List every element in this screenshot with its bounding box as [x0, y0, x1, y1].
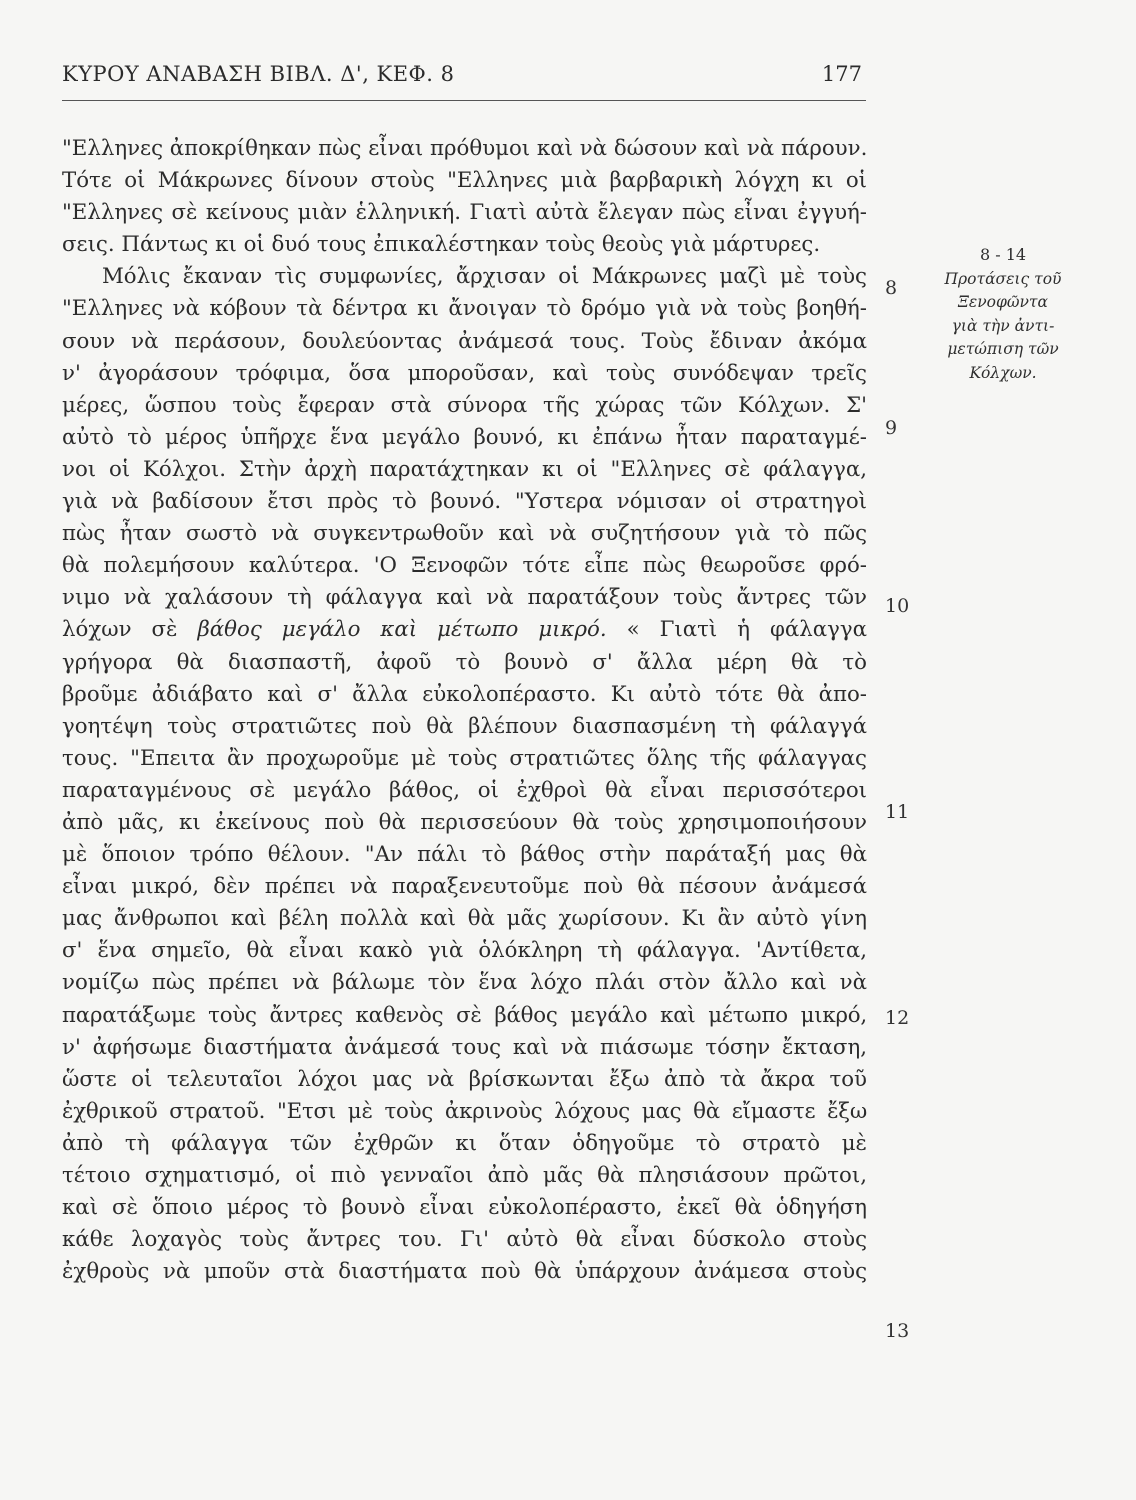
text-line: καὶ σὲ ὅποιο μέρος τὸ βουνὸ εἶναι εὐκολοπέραστο, ἐκεῖ θὰ ὁδηγήση [62, 1195, 867, 1221]
text-line: νοι οἱ Κόλχοι. Στὴν ἀρχὴ παρατάχτηκαν κι οἱ "Ελληνες σὲ φάλαγγα, [62, 456, 867, 482]
text-line: νιμο νὰ χαλάσουν τὴ φάλαγγα καὶ νὰ παρατάξουν τοὺς ἄντρες τῶν [62, 585, 867, 611]
text-line: μὲ ὅποιον τρόπο θέλουν. "Αν πάλι τὸ βάθος στὴν παράταξή μας θὰ [62, 842, 867, 868]
text-line: κάθε λοχαγὸς τοὺς ἄντρες του. Γι' αὐτὸ θὰ εἶναι δύσκολο στοὺς [62, 1227, 867, 1253]
text-line: μας ἄνθρωποι καὶ βέλη πολλὰ καὶ θὰ μᾶς χωρίσουν. Κι ἂν αὐτὸ γίνη [62, 906, 867, 932]
page-header [62, 60, 866, 101]
text-run: « Γιατὶ ἡ φάλαγγα [606, 617, 867, 643]
text-line: ν' ἀγοράσουν τρόφιμα, ὅσα μποροῦσαν, καὶ τοὺς συνόδεψαν τρεῖς [62, 360, 867, 386]
text-line: σεις. Πάντως κι οἱ δυό τους ἐπικαλέστηκαν τοὺς θεοὺς γιὰ μάρτυρες. [62, 232, 821, 258]
text-line: "Ελληνες ἀποκρίθηκαν πὼς εἶναι πρόθυμοι καὶ νὰ δώσουν καὶ νὰ πάρουν. [62, 136, 868, 161]
text-line: ἀπὸ μᾶς, κι ἐκείνους ποὺ θὰ περισσεύουν θὰ τοὺς χρησιμοποιήσουν [62, 809, 867, 835]
text-line: νομίζω πὼς πρέπει νὰ βάλωμε τὸν ἕνα λόχο πλάι στὸν ἄλλο καὶ νὰ [62, 970, 867, 996]
text-line [62, 614, 867, 646]
text-line: ἐχθρικοῦ στρατοῦ. "Ετσι μὲ τοὺς ἀκρινοὺς λόχους μας θὰ εἴμαστε ἔξω [62, 1098, 867, 1124]
text-line: τέτοιο σχηματισμό, οἱ πιὸ γενναῖοι ἀπὸ μᾶς θὰ πλησιάσουν πρῶτοι, [62, 1163, 867, 1188]
marginal-line: Ξενοφῶντα [958, 293, 1048, 311]
italic-emphasis: βάθος μεγάλο καὶ μέτωπο μικρό. [197, 617, 607, 643]
section-number: 9 [885, 417, 898, 439]
text-line: ἀπὸ τὴ φάλαγγα τῶν ἐχθρῶν κι ὅταν ὁδηγοῦμε τὸ στρατὸ μὲ [62, 1130, 867, 1156]
marginal-line: γιὰ τὴν ἀντι- [951, 316, 1055, 335]
text-line: παρατάξωμε τοὺς ἄντρες καθενὸς σὲ βάθος μεγάλο καὶ μέτωπο μικρό, [62, 1002, 867, 1028]
marginal-line: μετώπιση τῶν [947, 340, 1059, 358]
text-run: λόχων σὲ [62, 617, 198, 643]
text-line: ἐχθροὺς νὰ μποῦν στὰ διαστήματα ποὺ θὰ ὑπάρχουν ἀνάμεσα στοὺς [62, 1259, 867, 1285]
text-line: σ' ἕνα σημεῖο, θὰ εἶναι κακὸ γιὰ ὁλόκληρη τὴ φάλαγγα. 'Αντίθετα, [62, 938, 867, 964]
text-line: πὼς ἦταν σωστὸ νὰ συγκεντρωθοῦν καὶ νὰ συζητήσουν γιὰ τὸ πῶς [62, 521, 867, 547]
text-line: ν' ἀφήσωμε διαστήματα ἀνάμεσά τους καὶ νὰ πιάσωμε τόσην ἔκταση, [62, 1034, 867, 1060]
text-line: σουν νὰ περάσουν, δουλεύοντας ἀνάμεσά τους. Τοὺς ἔδιναν ἀκόμα [62, 328, 867, 354]
text-line: "Ελληνες νὰ κόβουν τὰ δέντρα κι ἄνοιγαν τὸ δρόμο γιὰ νὰ τοὺς βοηθή- [62, 296, 867, 322]
marginal-line: Προτάσεις τοῦ [944, 269, 1062, 288]
marginal-line: Κόλχων. [969, 363, 1037, 382]
page-number: 177 [821, 62, 862, 86]
section-number: 13 [885, 1320, 910, 1342]
text-line: γρήγορα θὰ διασπαστῆ, ἀφοῦ τὸ βουνὸ σ' ἄλλα μέρη θὰ τὸ [62, 649, 867, 675]
text-line: Τότε οἱ Μάκρωνες δίνουν στοὺς "Ελληνες μιὰ βαρβαρικὴ λόγχη κι οἱ [62, 168, 867, 194]
text-line: γοητέψη τοὺς στρατιῶτες ποὺ θὰ βλέπουν διασπασμένη τὴ φάλαγγά [62, 713, 867, 739]
text-line: ὥστε οἱ τελευταῖοι λόχοι μας νὰ βρίσκωνται ἔξω ἀπὸ τὰ ἄκρα τοῦ [62, 1066, 867, 1092]
text-line: βροῦμε ἀδιάβατο καὶ σ' ἄλλα εὐκολοπέραστο. Κι αὐτὸ τότε θὰ ἀπο- [62, 681, 867, 707]
text-line: θὰ πολεμήσουν καλύτερα. 'Ο Ξενοφῶν τότε εἶπε πὼς θεωροῦσε φρό- [62, 553, 867, 579]
text-line: Μόλις ἔκαναν τὶς συμφωνίες, ἄρχισαν οἱ Μάκρωνες μαζὶ μὲ τοὺς [102, 264, 867, 290]
text-line: παραταγμένους σὲ μεγάλο βάθος, οἱ ἐχθροὶ θὰ εἶναι περισσότεροι [62, 777, 867, 803]
text-line: μέρες, ὥσπου τοὺς ἔφεραν στὰ σύνορα τῆς χώρας τῶν Κόλχων. Σ' [62, 392, 867, 418]
running-head: ΚΥΡΟΥ ΑΝΑΒΑΣΗ ΒΙΒΛ. Δ', ΚΕΦ. 8 [62, 62, 455, 86]
section-number: 12 [885, 1007, 910, 1029]
marginal-range: 8 - 14 [979, 245, 1027, 264]
marginal-note [928, 243, 1078, 385]
text-line: αὐτὸ τὸ μέρος ὑπῆρχε ἕνα μεγάλο βουνό, κι ἐπάνω ἦταν παραταγμέ- [62, 424, 867, 450]
body-text [62, 133, 867, 1288]
text-line: τους. "Επειτα ἂν προχωροῦμε μὲ τοὺς στρατιῶτες ὅλης τῆς φάλαγγας [62, 745, 867, 771]
section-number: 8 [885, 277, 898, 299]
text-line: "Ελληνες σὲ κείνους μιὰν ἑλληνική. Γιατὶ αὐτὰ ἔλεγαν πὼς εἶναι ἐγγυή- [62, 200, 867, 226]
text-line: γιὰ νὰ βαδίσουν ἔτσι πρὸς τὸ βουνό. "Υστερα νόμισαν οἱ στρατηγοὶ [62, 489, 867, 515]
section-number: 11 [885, 801, 910, 823]
section-number: 10 [885, 595, 910, 617]
text-line: εἶναι μικρό, δὲν πρέπει νὰ παραξενευτοῦμε ποὺ θὰ πέσουν ἀνάμεσά [62, 874, 867, 900]
